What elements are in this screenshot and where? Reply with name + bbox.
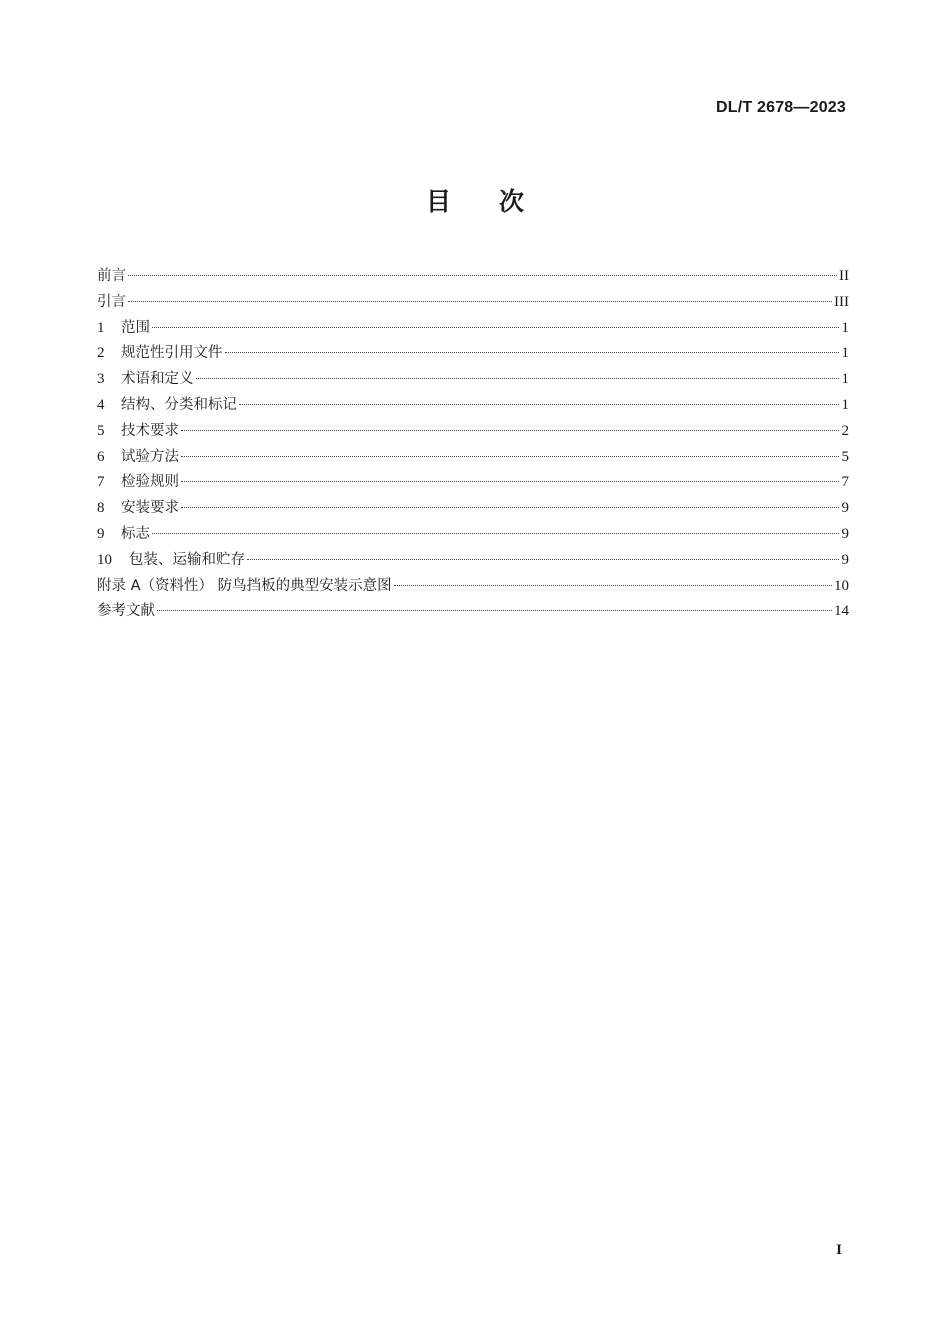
toc-entry-label: 参考文献 bbox=[97, 603, 155, 620]
toc-entry-number: 9 bbox=[97, 525, 105, 542]
toc-entry[interactable] bbox=[97, 393, 849, 419]
toc-entry-page: 1 bbox=[841, 345, 849, 362]
toc-leader-dots bbox=[152, 533, 839, 534]
toc-leader-dots bbox=[181, 481, 839, 482]
toc-entry-page: 9 bbox=[841, 525, 849, 542]
toc-entry-page: 1 bbox=[841, 396, 849, 413]
toc-entry-label: 规范性引用文件 bbox=[121, 345, 223, 362]
toc-leader-dots bbox=[152, 327, 839, 328]
toc-entry-page: 2 bbox=[841, 422, 849, 439]
toc-leader-dots bbox=[239, 404, 839, 405]
toc-entry[interactable] bbox=[97, 341, 849, 367]
toc-entry-label: 试验方法 bbox=[121, 448, 179, 465]
toc-entry-number: 10 bbox=[97, 551, 112, 568]
table-of-contents bbox=[97, 264, 849, 625]
page-title: 目次 bbox=[425, 187, 572, 216]
toc-entry-label: 术语和定义 bbox=[121, 371, 194, 388]
toc-leader-dots bbox=[181, 456, 839, 457]
toc-entry-label: 标志 bbox=[121, 525, 150, 542]
toc-entry-number: 2 bbox=[97, 345, 105, 362]
toc-entry-label: 结构、分类和标记 bbox=[121, 396, 237, 413]
toc-entry-label: 检验规则 bbox=[121, 474, 179, 491]
toc-entry[interactable] bbox=[97, 599, 849, 625]
toc-entry-label: 安装要求 bbox=[121, 500, 179, 517]
toc-entry[interactable] bbox=[97, 316, 849, 342]
toc-entry-number: 4 bbox=[97, 396, 105, 413]
toc-entry-number: 7 bbox=[97, 474, 105, 491]
toc-entry-page: 7 bbox=[841, 474, 849, 491]
toc-entry[interactable] bbox=[97, 470, 849, 496]
toc-entry-number: 3 bbox=[97, 371, 105, 388]
toc-leader-dots bbox=[181, 430, 839, 431]
standard-code: DL/T 2678—2023 bbox=[716, 99, 846, 116]
toc-entry-label: 包装、运输和贮存 bbox=[129, 551, 245, 568]
toc-entry[interactable] bbox=[97, 522, 849, 548]
toc-entry-number: 6 bbox=[97, 448, 105, 465]
toc-entry-page: 1 bbox=[841, 371, 849, 388]
toc-entry-page: 5 bbox=[841, 448, 849, 465]
toc-entry-label: 附录 A（资料性） 防鸟挡板的典型安装示意图 bbox=[97, 577, 392, 594]
toc-entry-label: 范围 bbox=[121, 319, 150, 336]
toc-leader-dots bbox=[181, 507, 839, 508]
toc-entry-label: 技术要求 bbox=[121, 422, 179, 439]
toc-entry[interactable] bbox=[97, 367, 849, 393]
toc-entry[interactable] bbox=[97, 574, 849, 600]
toc-entry-page: III bbox=[834, 293, 849, 310]
toc-leader-dots bbox=[128, 275, 837, 276]
toc-entry[interactable] bbox=[97, 290, 849, 316]
toc-entry-page: 1 bbox=[841, 319, 849, 336]
toc-leader-dots bbox=[157, 610, 832, 611]
toc-entry-number: 1 bbox=[97, 319, 105, 336]
toc-entry-page: 10 bbox=[834, 577, 849, 594]
toc-entry-page: 9 bbox=[841, 500, 849, 517]
toc-leader-dots bbox=[394, 585, 832, 586]
page-number: I bbox=[836, 1242, 842, 1258]
toc-entry-label: 前言 bbox=[97, 268, 126, 284]
toc-entry-page: 9 bbox=[841, 551, 849, 568]
toc-entry-page: II bbox=[839, 268, 849, 284]
toc-entry-page: 14 bbox=[834, 603, 849, 620]
toc-leader-dots bbox=[128, 301, 832, 302]
toc-entry[interactable] bbox=[97, 445, 849, 471]
toc-entry-number: 8 bbox=[97, 500, 105, 517]
toc-leader-dots bbox=[196, 378, 840, 379]
toc-entry[interactable] bbox=[97, 264, 849, 290]
toc-leader-dots bbox=[225, 352, 840, 353]
toc-leader-dots bbox=[247, 559, 839, 560]
toc-entry-label: 引言 bbox=[97, 293, 126, 310]
toc-entry[interactable] bbox=[97, 496, 849, 522]
toc-entry-number: 5 bbox=[97, 422, 105, 439]
toc-entry[interactable] bbox=[97, 548, 849, 574]
toc-entry[interactable] bbox=[97, 419, 849, 445]
